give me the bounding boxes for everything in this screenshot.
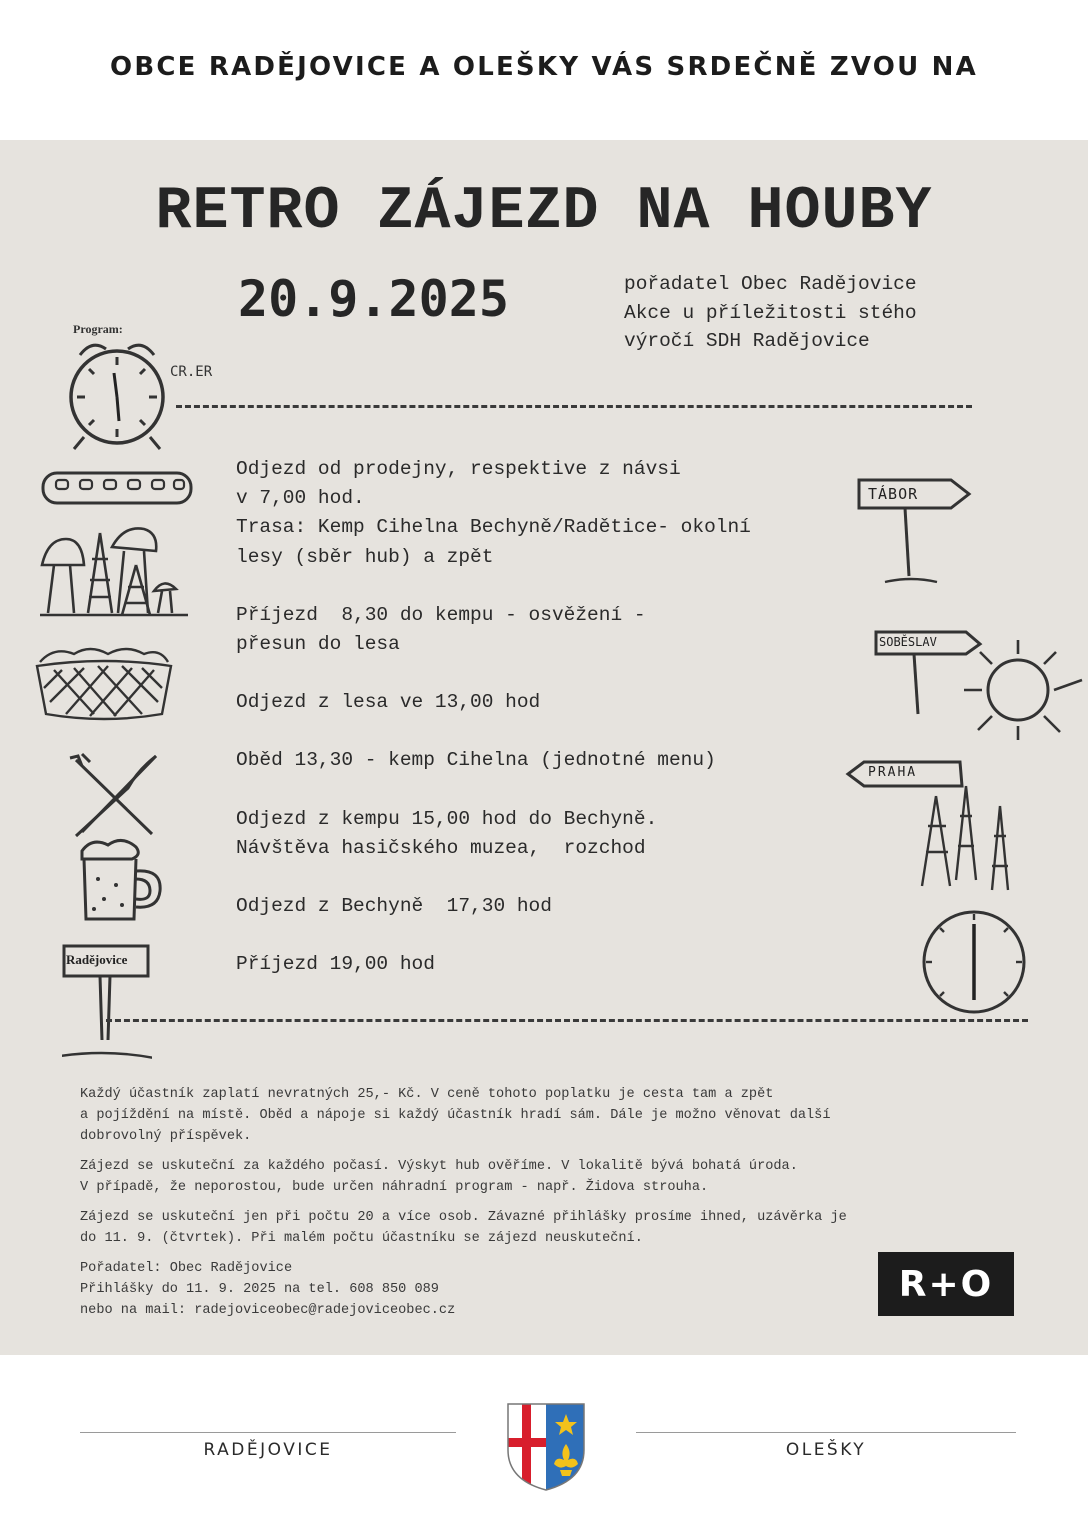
registration-line: Přihlášky do 11. 9. 2025 na tel. 608 850 089 [80, 1282, 439, 1297]
organizer-note [624, 270, 917, 356]
details-line: dobrovolný příspěvek. [80, 1129, 252, 1144]
sobeslav-sign-label: SOBĚSLAV [879, 635, 937, 649]
details-paragraph [80, 1084, 1030, 1147]
alarm-clock-icon [62, 335, 172, 455]
bus-icon [40, 468, 195, 510]
village-divider-left [80, 1432, 456, 1433]
schedule-line: Příjezd 19,00 hod [236, 953, 435, 976]
schedule-line: přesun do lesa [236, 633, 400, 656]
tabor-sign-label: TÁBOR [868, 485, 919, 503]
schedule-item [236, 805, 856, 863]
village-left: RADĚJOVICE [203, 1440, 333, 1460]
email-line: nebo na mail: radejoviceobec@radejoviceobec.cz [80, 1303, 456, 1318]
dashed-divider-top [176, 405, 972, 408]
forest-mushrooms-icon [40, 525, 190, 620]
schedule-line: Odjezd z Bechyně 17,30 hod [236, 895, 552, 918]
beer-mug-icon [78, 835, 166, 925]
praha-sign-label: PRAHA [868, 765, 918, 780]
fork-knife-icon [68, 752, 163, 840]
schedule-line: Návštěva hasičského muzea, rozchod [236, 836, 646, 859]
schedule-line: Oběd 13,30 - kemp Cihelna (jednotné menu) [236, 749, 716, 772]
ro-logo: R+O [878, 1252, 1014, 1316]
schedule-item [236, 688, 856, 717]
village-divider-right [636, 1432, 1016, 1433]
details-line: Zájezd se uskuteční jen při počtu 20 a více osob. Závazné přihlášky prosíme ihned, uzávěrka je [80, 1210, 847, 1225]
event-title: RETRO ZÁJEZD NA HOUBY [155, 178, 933, 246]
organizer-line: Pořadatel: Obec Radějovice [80, 1261, 293, 1276]
arrival-clock-icon [918, 910, 1030, 1014]
schedule-line: Příjezd 8,30 do kempu - osvěžení - [236, 603, 646, 626]
schedule-line: Odjezd z lesa ve 13,00 hod [236, 691, 541, 714]
event-date: 20.9.2025 [238, 270, 509, 328]
schedule-line: lesy (sběr hub) a zpět [236, 545, 494, 568]
schedule-line: Odjezd z kempu 15,00 hod do Bechyně. [236, 807, 658, 830]
schedule-item [236, 601, 856, 659]
schedule-item [236, 892, 856, 921]
dashed-divider-bottom [106, 1019, 1028, 1022]
organizer-note-line: pořadatel Obec Radějovice [624, 273, 917, 295]
coat-of-arms-icon [504, 1400, 588, 1494]
clock-note: CR.ER [170, 364, 213, 380]
details-line: Každý účastník zaplatí nevratných 25,- Kč. V ceně tohoto poplatku je cesta tam a zpět [80, 1087, 774, 1102]
mushroom-basket-icon [34, 640, 174, 722]
details-line: do 11. 9. (čtvrtek). Při malém počtu účastníku se zájezd neuskuteční. [80, 1231, 643, 1246]
organizer-note-line: Akce u příležitosti stého [624, 301, 917, 324]
invitation-heading: OBCE RADĚJOVICE A OLEŠKY VÁS SRDEČNĚ ZVOU NA [110, 52, 978, 82]
details-paragraph [80, 1207, 1030, 1249]
organizer-note-line: výročí SDH Radějovice [624, 330, 870, 352]
schedule-line: Trasa: Kemp Cihelna Bechyně/Radětice- okolní [236, 516, 751, 539]
schedule-item [236, 746, 856, 775]
schedule-line: Odjezd od prodejny, respektive z návsi [236, 458, 681, 480]
village-right: OLEŠKY [785, 1440, 867, 1460]
program-label: Program: [73, 322, 123, 336]
schedule-line: v 7,00 hod. [236, 487, 365, 510]
village-sign-label: Radějovice [66, 952, 128, 967]
program-schedule [236, 455, 856, 1008]
details-line: a pojíždění na místě. Oběd a nápoje si každý účastník hradí sám. Dále je možno věnovat další [80, 1108, 831, 1123]
sun-icon [962, 636, 1086, 744]
schedule-item [236, 455, 856, 572]
schedule-item [236, 950, 856, 979]
details-paragraph [80, 1156, 1030, 1198]
details-line: V případě, že neporostou, bude určen náhradní program - např. Židova strouha. [80, 1180, 709, 1195]
details-line: Zájezd se uskuteční za každého počasí. Výskyt hub ověříme. V lokalitě bývá bohatá úroda. [80, 1159, 798, 1174]
